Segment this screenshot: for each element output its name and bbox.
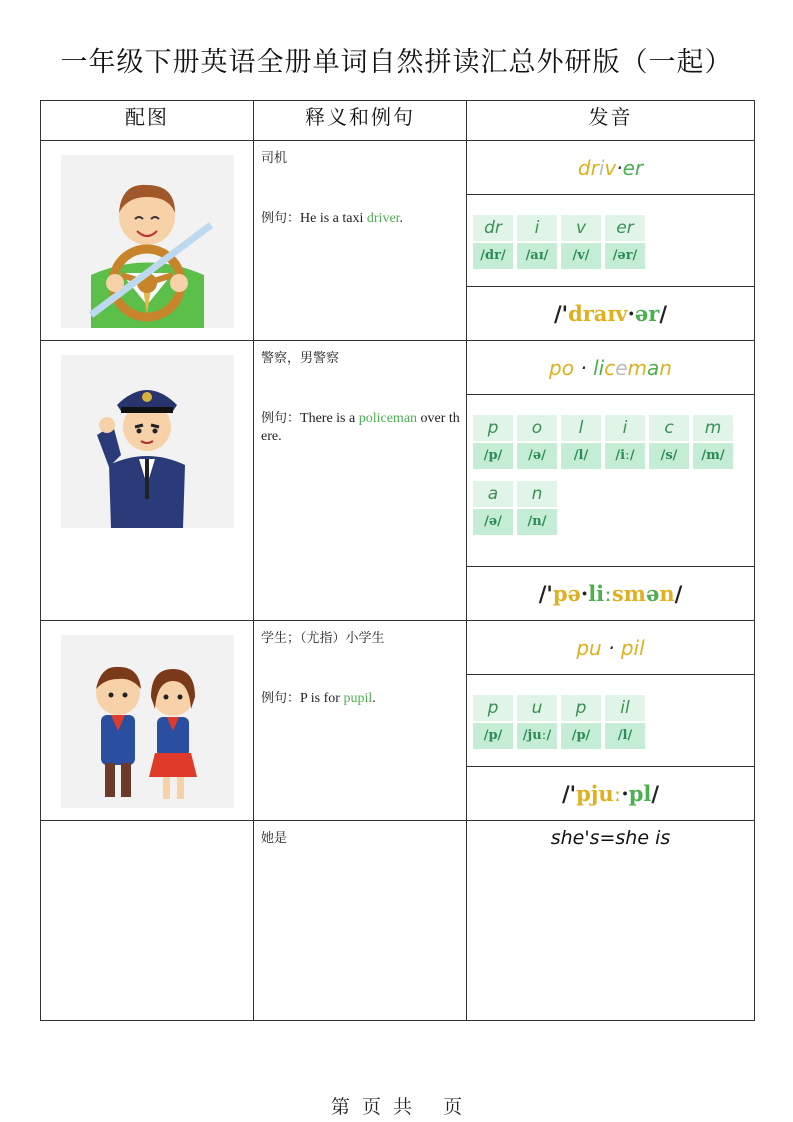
header-meaning: 释义和例句: [254, 101, 467, 141]
phonics-tile: [605, 695, 645, 749]
ipa-segment: sm: [611, 581, 646, 606]
phonics-tile: [473, 695, 513, 749]
tile-phoneme: /s/: [649, 443, 689, 469]
tile-grapheme: p: [561, 695, 601, 721]
tile-phoneme: /l/: [605, 723, 645, 749]
syllable-segment: v: [604, 155, 617, 180]
example-after: .: [399, 211, 404, 226]
ipa-segment: /': [553, 301, 569, 326]
example-keyword: policeman: [358, 411, 418, 426]
meaning-cell: [254, 821, 467, 1021]
phonics-tile: [693, 415, 733, 469]
footer-total-label: 共: [393, 1096, 413, 1118]
tile-grapheme: v: [561, 215, 601, 241]
tile-phoneme: /p/: [473, 723, 513, 749]
image-cell: [41, 341, 254, 621]
phonics-tiles: [467, 675, 754, 767]
ipa-segment: /': [538, 581, 553, 606]
syllable-word: [576, 636, 644, 660]
phonics-tile: [561, 215, 601, 269]
ipa-segment: pjuː: [576, 781, 622, 806]
example-sentence: [254, 366, 466, 446]
syllable-segment: m: [627, 355, 647, 380]
ipa-segment: ·: [621, 781, 629, 806]
ipa-segment: /: [674, 581, 683, 606]
tile-phoneme: /ə/: [473, 509, 513, 535]
phonics-tile: [517, 415, 557, 469]
syllable-segment: ·: [616, 155, 623, 180]
pupils-illustration: [61, 635, 234, 808]
syllable-word: [578, 156, 643, 180]
example-prefix: 例句：: [261, 691, 301, 706]
tile-grapheme: a: [473, 481, 513, 507]
meaning-cell: [254, 341, 467, 621]
sound-cell: [467, 621, 755, 821]
meaning-cell: [254, 141, 467, 341]
tile-grapheme: il: [605, 695, 645, 721]
sound-cell: [467, 341, 755, 621]
syllable-segment: a: [646, 355, 660, 380]
header-row: [41, 101, 755, 141]
syllable-word: [549, 356, 672, 380]
tile-grapheme: i: [605, 415, 645, 441]
word-row-policeman: [41, 341, 755, 621]
header-image: 配图: [41, 101, 254, 141]
image-cell: [41, 141, 254, 341]
example-prefix: 例句：: [261, 411, 301, 426]
contraction-phrase: she's=she is: [550, 827, 671, 849]
syllable-segment: e: [615, 355, 628, 380]
example-before: P is for: [300, 691, 344, 706]
page-footer: [0, 1092, 793, 1119]
tile-group: [467, 415, 754, 547]
example-keyword: pupil: [343, 691, 373, 706]
phonics-tile: [473, 215, 513, 269]
footer-page-unit: 页: [361, 1096, 381, 1118]
tile-grapheme: l: [561, 415, 601, 441]
tile-grapheme: dr: [473, 215, 513, 241]
word-row-pupil: [41, 621, 755, 821]
syllable-segment: i: [598, 155, 605, 180]
phonics-tile: [605, 215, 645, 269]
example-sentence: [254, 646, 466, 708]
tile-group: [467, 215, 653, 281]
header-sound: 发音: [467, 101, 755, 141]
sound-cell: [467, 821, 755, 1021]
example-after: over there.: [261, 411, 460, 444]
tile-phoneme: /l/: [561, 443, 601, 469]
tile-phoneme: /n/: [517, 509, 557, 535]
syllable-segment: er: [622, 155, 644, 180]
meaning-text: 她是: [261, 831, 288, 846]
tile-phoneme: /juː/: [517, 723, 557, 749]
policeman-illustration: [61, 355, 234, 528]
ipa-segment: /: [659, 301, 668, 326]
ipa-segment: pl: [628, 781, 652, 806]
tile-phoneme: /dr/: [473, 243, 513, 269]
syllable-segment: pil: [620, 635, 645, 660]
tile-phoneme: /ər/: [605, 243, 645, 269]
tile-grapheme: c: [649, 415, 689, 441]
syllable-segment: n: [659, 355, 672, 380]
ipa-text: [554, 301, 667, 326]
tile-grapheme: n: [517, 481, 557, 507]
tile-grapheme: i: [517, 215, 557, 241]
footer-total-unit: 页: [443, 1096, 463, 1118]
tile-grapheme: u: [517, 695, 557, 721]
driver-illustration: [61, 155, 234, 328]
image-cell: [41, 621, 254, 821]
phonics-tile: [473, 481, 513, 535]
syllable-segment: ·: [573, 355, 594, 380]
syllable-segment: po: [549, 355, 574, 380]
tile-phoneme: /m/: [693, 443, 733, 469]
page-title: 一年级下册英语全册单词自然拼读汇总外研版（一起）: [60, 47, 733, 78]
ipa-segment: n: [659, 581, 675, 606]
vocabulary-table: [40, 100, 755, 1021]
phonics-tile: [605, 415, 645, 469]
tile-phoneme: /v/: [561, 243, 601, 269]
meaning-text: 警察，男警察: [261, 351, 340, 366]
phonics-tile: [649, 415, 689, 469]
phonics-tile: [473, 415, 513, 469]
tile-grapheme: p: [473, 415, 513, 441]
syllable-segment: pu: [576, 635, 602, 660]
tile-grapheme: o: [517, 415, 557, 441]
tile-grapheme: m: [693, 415, 733, 441]
word-row-driver: [41, 141, 755, 341]
example-keyword: driver: [366, 211, 400, 226]
ipa-transcription: [467, 287, 754, 340]
word-row-shes: [41, 821, 755, 1021]
ipa-segment: ə: [645, 581, 660, 606]
syllable-segment: li: [593, 355, 605, 380]
ipa-segment: draɪv: [568, 301, 628, 326]
meaning-text: 司机: [261, 151, 288, 166]
syllable-segment: c: [604, 355, 616, 380]
tile-group: [467, 695, 653, 761]
syllable-split: [467, 621, 754, 675]
tile-phoneme: /p/: [561, 723, 601, 749]
image-cell-empty: [41, 821, 254, 1021]
ipa-text: [562, 781, 659, 806]
phonics-tile: [517, 481, 557, 535]
footer-page-label: 第: [330, 1096, 350, 1118]
syllable-split: [467, 341, 754, 395]
example-prefix: 例句：: [261, 211, 301, 226]
tile-phoneme: /ə/: [517, 443, 557, 469]
ipa-segment: /: [651, 781, 660, 806]
ipa-transcription: [467, 767, 754, 820]
ipa-transcription: [467, 567, 754, 620]
phonics-tiles: [467, 195, 754, 287]
phonics-tile: [517, 695, 557, 749]
phonics-tile: [517, 215, 557, 269]
tile-grapheme: er: [605, 215, 645, 241]
phonics-tile: [561, 415, 601, 469]
example-sentence: [254, 166, 466, 228]
syllable-split: [467, 141, 754, 195]
meaning-cell: [254, 621, 467, 821]
ipa-segment: pə: [552, 581, 581, 606]
ipa-segment: liː: [588, 581, 612, 606]
example-after: .: [372, 691, 376, 706]
ipa-segment: /': [561, 781, 577, 806]
phonics-tiles: [467, 395, 754, 567]
ipa-segment: ·: [580, 581, 589, 606]
example-before: He is a taxi: [300, 211, 367, 226]
syllable-segment: dr: [577, 155, 599, 180]
tile-grapheme: p: [473, 695, 513, 721]
ipa-segment: ·: [627, 301, 635, 326]
phonics-tile: [561, 695, 601, 749]
ipa-segment: ər: [634, 301, 660, 326]
syllable-segment: ·: [601, 635, 621, 660]
example-before: There is a: [300, 411, 359, 426]
sound-cell: [467, 141, 755, 341]
ipa-text: [539, 581, 683, 606]
tile-phoneme: /p/: [473, 443, 513, 469]
tile-phoneme: /iː/: [605, 443, 645, 469]
meaning-text: 学生；（尤指）小学生: [261, 631, 385, 646]
tile-phoneme: /aɪ/: [517, 243, 557, 269]
